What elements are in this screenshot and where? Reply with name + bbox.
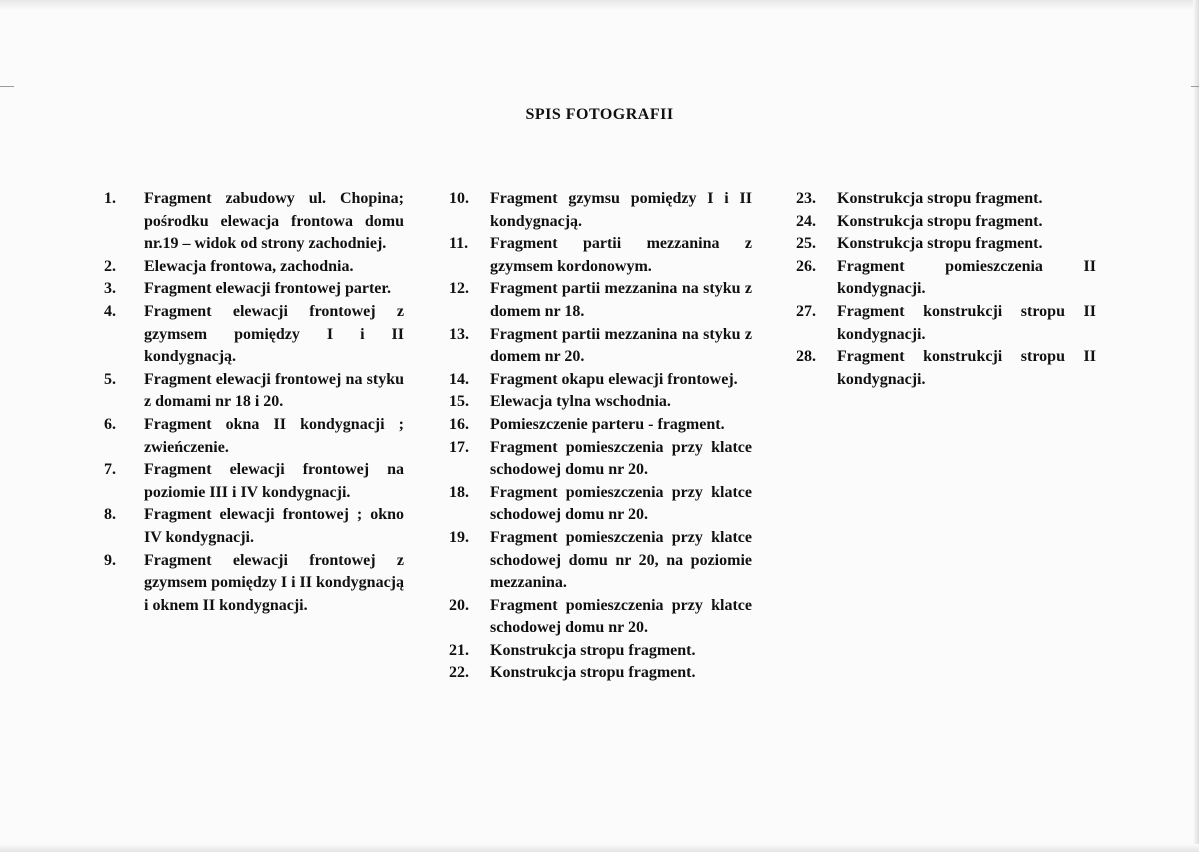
photo-number: 21. <box>449 641 469 659</box>
photo-list-item <box>796 233 1096 256</box>
photo-list-item <box>104 504 404 549</box>
photo-caption: Fragment elewacji frontowej ; okno IV kondygnacji. <box>144 506 404 546</box>
photo-list-item <box>449 640 752 663</box>
photo-list-item <box>796 211 1096 234</box>
photo-caption: Fragment gzymsu pomiędzy I i II kondygnacją. <box>490 190 752 230</box>
photo-caption: Fragment pomieszczenia przy klatce schodowej domu nr 20. <box>490 596 752 637</box>
photo-list-column-1 <box>104 188 404 617</box>
photo-list-item <box>449 278 752 323</box>
photo-number: 4. <box>104 302 116 320</box>
photo-list-item <box>796 256 1096 301</box>
photo-caption: Fragment partii mezzanina na styku z domem nr 20. <box>490 325 752 366</box>
photo-number: 19. <box>449 528 469 546</box>
photo-list-item <box>104 369 404 414</box>
photo-number: 5. <box>104 370 116 388</box>
photo-list-item <box>104 550 404 618</box>
photo-number: 28. <box>796 348 816 366</box>
photo-number: 25. <box>796 235 816 253</box>
photo-caption: Konstrukcja stropu fragment. <box>490 641 696 659</box>
photo-number: 20. <box>449 596 469 614</box>
photo-list-column-2 <box>449 188 752 685</box>
fold-mark-left <box>0 86 14 87</box>
photo-caption: Fragment pomieszczenia przy klatce schodowej domu nr 20. <box>490 438 752 479</box>
scan-edge-right <box>1193 0 1199 852</box>
photo-list-item <box>104 278 404 301</box>
photo-number: 11. <box>449 235 469 253</box>
photo-list-item <box>449 369 752 392</box>
photo-caption: Elewacja frontowa, zachodnia. <box>144 257 354 275</box>
photo-caption: Fragment elewacji frontowej parter. <box>144 280 392 298</box>
photo-number: 26. <box>796 257 816 275</box>
photo-list-item <box>104 301 404 369</box>
photo-caption: Konstrukcja stropu fragment. <box>837 235 1043 253</box>
photo-list-item <box>449 324 752 369</box>
photo-caption: Fragment okna II kondygnacji ; zwieńczenie. <box>144 415 404 456</box>
photo-list-item <box>104 256 404 279</box>
photo-number: 8. <box>104 506 116 524</box>
photo-list-item <box>449 188 752 233</box>
fold-mark-right <box>1191 86 1199 87</box>
photo-caption: Fragment pomieszczenia II kondygnacji. <box>837 257 1096 298</box>
photo-list-item <box>104 188 404 256</box>
photo-caption: Fragment partii mezzanina z gzymsem kordonowym. <box>490 235 752 275</box>
photo-caption: Fragment elewacji frontowej z gzymsem pomiędzy I i II kondygnacją. <box>144 302 404 366</box>
photo-list-item <box>449 482 752 527</box>
photo-number: 22. <box>449 664 469 682</box>
scan-edge-bottom <box>0 844 1199 852</box>
photo-caption: Fragment konstrukcji stropu II kondygnacji. <box>837 348 1096 388</box>
photo-caption: Fragment pomieszczenia przy klatce schodowej domu nr 20. <box>490 483 752 524</box>
photo-list-item <box>449 414 752 437</box>
photo-number: 13. <box>449 325 469 343</box>
photo-list-item <box>104 414 404 459</box>
photo-number: 10. <box>449 190 469 207</box>
photo-list-item <box>449 527 752 595</box>
photo-caption: Fragment pomieszczenia przy klatce schodowej domu nr 20, na poziomie mezzanina. <box>490 528 752 592</box>
photo-number: 18. <box>449 483 469 501</box>
photo-number: 7. <box>104 461 116 479</box>
photo-caption: Fragment okapu elewacji frontowej. <box>490 370 738 388</box>
photo-number: 6. <box>104 415 116 433</box>
photo-number: 9. <box>104 551 116 569</box>
photo-list-item <box>796 346 1096 391</box>
photo-caption: Pomieszczenie parteru - fragment. <box>490 415 725 433</box>
photo-number: 16. <box>449 415 469 433</box>
photo-caption: Fragment zabudowy ul. Chopina; pośrodku elewacja frontowa domu nr.19 – widok od strony zachodniej. <box>144 190 404 253</box>
photo-caption: Fragment elewacji frontowej na styku z domami nr 18 i 20. <box>144 370 404 411</box>
photo-caption: Fragment konstrukcji stropu II kondygnacji. <box>837 302 1096 343</box>
photo-caption: Fragment elewacji frontowej na poziomie III i IV kondygnacji. <box>144 461 404 501</box>
photo-number: 23. <box>796 190 816 207</box>
photo-list-item <box>449 595 752 640</box>
photo-caption: Konstrukcja stropu fragment. <box>490 664 696 682</box>
photo-caption: Konstrukcja stropu fragment. <box>837 212 1043 230</box>
photo-number: 12. <box>449 280 469 298</box>
photo-list-item <box>449 437 752 482</box>
photo-caption: Fragment partii mezzanina na styku z domem nr 18. <box>490 280 752 320</box>
photo-number: 3. <box>104 280 116 298</box>
photo-list-item <box>449 233 752 278</box>
photo-number: 1. <box>104 190 116 207</box>
photo-list-item <box>796 188 1096 211</box>
photo-number: 24. <box>796 212 816 230</box>
photo-number: 17. <box>449 438 469 456</box>
photo-number: 27. <box>796 302 816 320</box>
photo-list-column-3 <box>796 188 1096 391</box>
photo-number: 14. <box>449 370 469 388</box>
photo-list-item <box>449 391 752 414</box>
photo-caption: Elewacja tylna wschodnia. <box>490 393 671 411</box>
photo-number: 15. <box>449 393 469 411</box>
photo-number: 2. <box>104 257 116 275</box>
photo-caption: Fragment elewacji frontowej z gzymsem pomiędzy I i II kondygnacją i oknem II kondygnacji. <box>144 551 405 614</box>
scan-edge-top <box>0 0 1199 10</box>
photo-list-item <box>449 662 752 685</box>
photo-list-item <box>796 301 1096 346</box>
page-title: SPIS FOTOGRAFII <box>525 106 674 123</box>
photo-caption: Konstrukcja stropu fragment. <box>837 190 1043 207</box>
photo-list-item <box>104 459 404 504</box>
